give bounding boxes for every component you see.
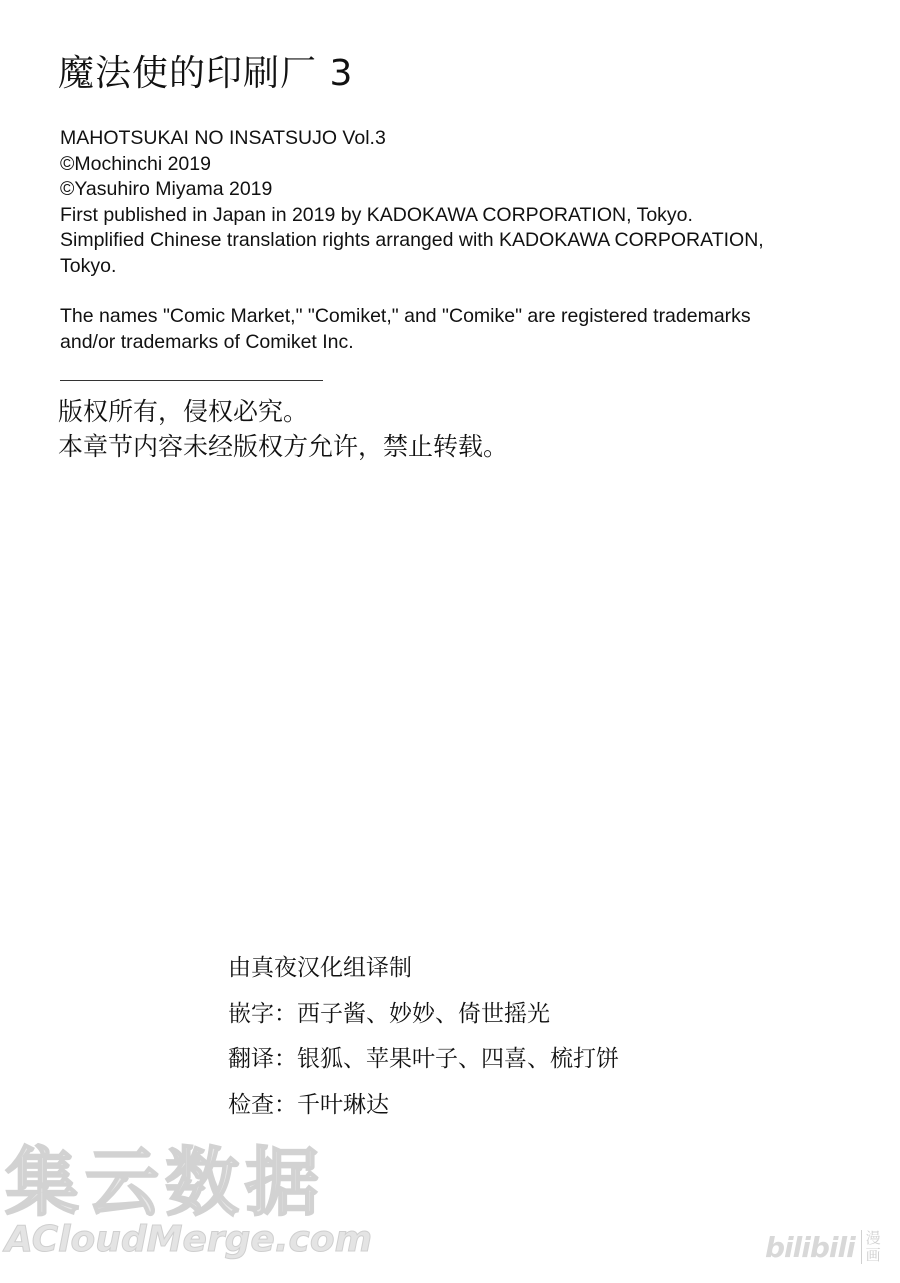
- watermark-en: ACloudMerge.com: [5, 1219, 373, 1260]
- credit-line: 检查：千叶琳达: [228, 1091, 389, 1118]
- copyright-block: [60, 126, 880, 355]
- trademark-line: and/or trademarks of Comiket Inc.: [60, 330, 354, 353]
- credit-line: 嵌字：西子酱、妙妙、倚世摇光: [228, 1000, 550, 1027]
- copyright-line: MAHOTSUKAI NO INSATSUJO Vol.3: [60, 127, 386, 149]
- copyright-line: Simplified Chinese translation rights arranged with KADOKAWA CORPORATION,: [60, 229, 764, 251]
- notice-line: 版权所有，侵权必究。: [58, 397, 309, 426]
- notice-line: 本章节内容未经版权方允许，禁止转载。: [58, 432, 509, 461]
- copyright-line: ©Yasuhiro Miyama 2019: [60, 178, 273, 200]
- translation-credits: [228, 946, 619, 1128]
- bilibili-wordmark: bilibili: [765, 1230, 855, 1264]
- trademark-line: The names "Comic Market," "Comiket," and "Comike" are registered trademarks: [60, 305, 751, 327]
- acloudmerge-watermark: [5, 1140, 385, 1260]
- bilibili-comics-logo: [765, 1222, 895, 1272]
- credit-line: 由真夜汉化组译制: [228, 955, 412, 981]
- copyright-notice: [58, 394, 508, 464]
- spacer: [60, 279, 880, 304]
- copyright-line: Tokyo.: [60, 254, 117, 277]
- copyright-line: First published in Japan in 2019 by KADOKAWA CORPORATION, Tokyo.: [60, 203, 693, 226]
- copyright-line: ©Mochinchi 2019: [60, 152, 211, 175]
- credit-line: 翻译：银狐、苹果叶子、四喜、梳打饼: [228, 1046, 619, 1072]
- manhua-tag-char: 画: [865, 1246, 881, 1264]
- manhua-tag: [861, 1230, 881, 1264]
- page-title: 魔法使的印刷厂 3: [58, 53, 354, 94]
- manhua-tag-char: 漫: [865, 1229, 881, 1247]
- divider-line: [60, 380, 323, 381]
- watermark-cn: 集云数据: [5, 1140, 325, 1226]
